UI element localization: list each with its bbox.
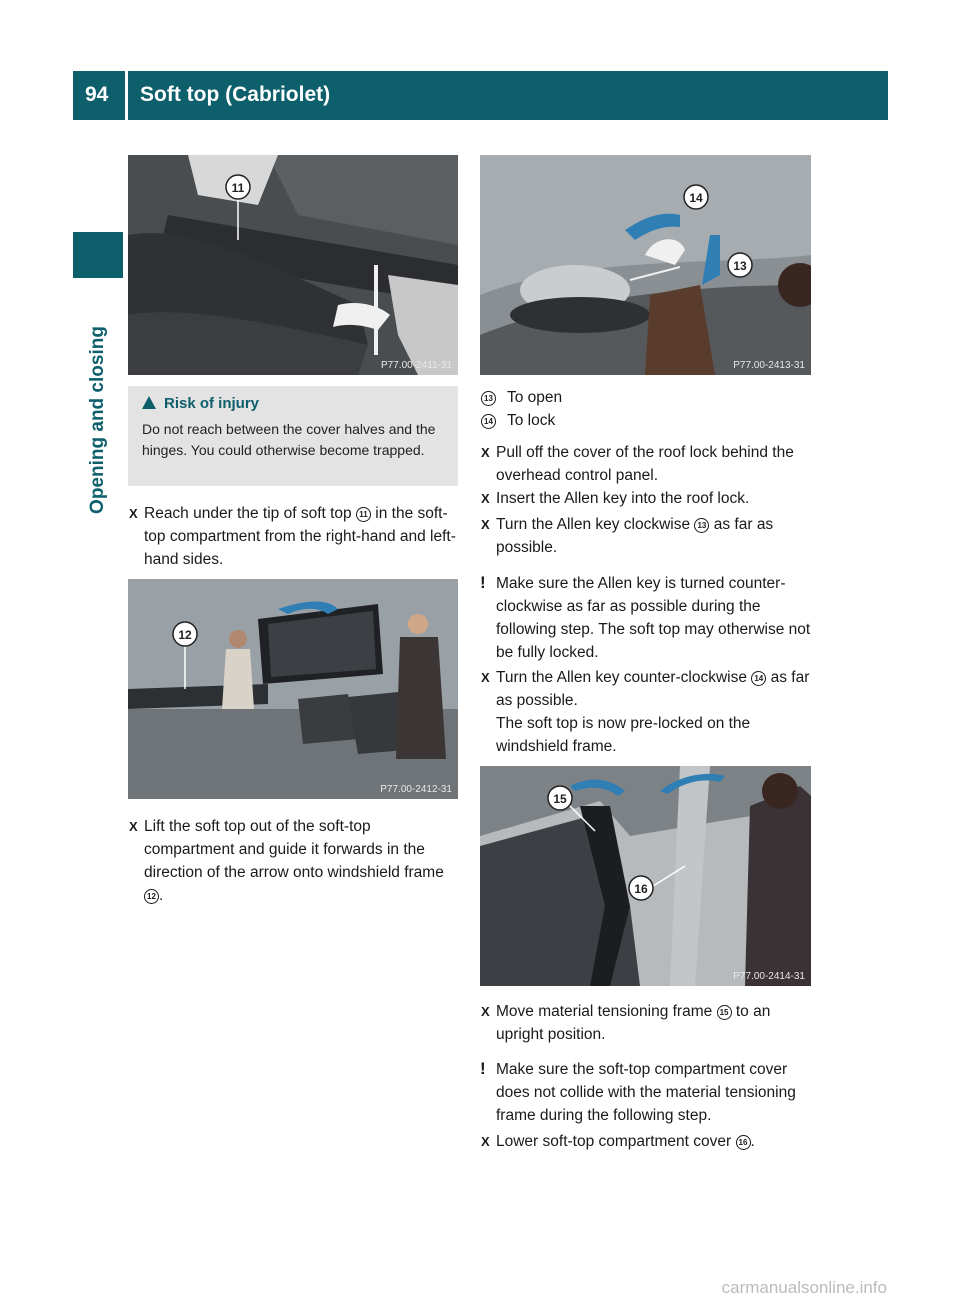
- exclamation-icon: !: [480, 573, 486, 592]
- chapter-tab-marker: [73, 232, 123, 278]
- step-text: Insert the Allen key into the roof lock.: [496, 490, 750, 507]
- figure-lift-soft-top: [128, 579, 458, 799]
- step-marker-icon: X: [481, 491, 490, 506]
- step-marker-icon: X: [481, 445, 490, 460]
- footer-watermark: carmanualsonline.info: [721, 1278, 887, 1297]
- step-marker-icon: X: [481, 670, 490, 685]
- figure-code: P77.00-2413-31: [733, 360, 805, 371]
- warning-box: [128, 386, 458, 486]
- ref-callout-12: 12: [144, 889, 159, 904]
- warning-triangle-icon: [142, 396, 156, 409]
- step-marker-icon: X: [481, 517, 490, 532]
- step-pull-off-cover: [481, 441, 814, 487]
- figure-code: P77.00-2412-31: [380, 784, 452, 795]
- page-number: 94: [85, 83, 109, 106]
- step-move-frame: [481, 1000, 814, 1046]
- exclamation-icon: !: [480, 1059, 486, 1078]
- step-text: Lower soft-top compartment cover: [496, 1133, 736, 1150]
- ref-callout-13: 13: [694, 518, 709, 533]
- step-turn-counter-clockwise: [481, 666, 814, 758]
- step-text: Lift the soft top out of the soft-top compartment and guide it forwards in the direction of the arrow onto windshield frame: [144, 818, 444, 881]
- step-lift-soft-top: [129, 815, 460, 907]
- illustration-1: [128, 155, 458, 375]
- step-turn-clockwise: [481, 513, 814, 559]
- section-title: Soft top (Cabriolet): [140, 83, 331, 106]
- figure-tensioning-frame: [480, 766, 811, 986]
- warning-title: [142, 395, 259, 412]
- callout-14: 14: [689, 191, 703, 205]
- callout-12: 12: [178, 628, 192, 642]
- legend-label: To lock: [507, 412, 556, 429]
- step-text: Move material tensioning frame: [496, 1003, 717, 1020]
- ref-callout-15: 15: [717, 1005, 732, 1020]
- figure-reach-under-soft-top: [128, 155, 458, 375]
- callout-16: 16: [634, 882, 648, 896]
- legend-item-lock: [481, 409, 562, 432]
- ref-callout-16: 16: [736, 1135, 751, 1150]
- step-insert-key: [481, 487, 814, 510]
- step-text-cont: in the soft-top compartment from the right-hand and left-hand sides.: [144, 505, 456, 568]
- ref-callout-11: 11: [356, 507, 371, 522]
- step-result-text: The soft top is now pre-locked on the windshield frame.: [496, 715, 751, 755]
- step-text-cont: .: [159, 887, 164, 904]
- page-header: [73, 71, 888, 120]
- step-marker-icon: X: [129, 506, 138, 521]
- illustration-3: [480, 155, 811, 375]
- step-marker-icon: X: [481, 1004, 490, 1019]
- step-text-cont: as far as possible.: [496, 516, 774, 556]
- step-text: Turn the Allen key clockwise: [496, 516, 695, 533]
- step-text-cont: .: [750, 1133, 755, 1150]
- callout-11: 11: [231, 181, 245, 195]
- legend-item-open: [481, 386, 562, 409]
- step-text-cont: as far as possible.: [496, 669, 810, 709]
- warning-title-text: Risk of injury: [164, 395, 260, 412]
- legend-label: To open: [507, 389, 563, 406]
- figure-code: P77.00-2411-31: [381, 360, 452, 371]
- ref-callout-14: 14: [751, 671, 766, 686]
- step-marker-icon: X: [129, 819, 138, 834]
- chapter-side-label: [73, 280, 123, 560]
- step-text: Turn the Allen key counter-clockwise: [496, 669, 752, 686]
- callout-15: 15: [553, 792, 567, 806]
- note-text: Make sure the Allen key is turned counter-clockwise as far as possible during the following step. The soft top may otherwise not be fully locked.: [496, 575, 811, 661]
- figure-code: P77.00-2414-31: [733, 971, 805, 982]
- legend-num: 14: [481, 414, 496, 429]
- step-reach-under: [129, 502, 460, 571]
- note-text: Make sure the soft-top compartment cover does not collide with the material tensioning frame during the following step.: [496, 1061, 796, 1124]
- legend-list: [481, 386, 562, 432]
- step-text-cont: to an upright position.: [496, 1003, 771, 1043]
- header-divider: [125, 71, 128, 120]
- warning-text: Do not reach between the cover halves and the hinges. You could otherwise become trapped.: [142, 421, 436, 458]
- note-counter-clockwise: [480, 572, 814, 664]
- illustration-4: [480, 766, 811, 986]
- illustration-2: [128, 579, 458, 799]
- callout-13: 13: [733, 259, 747, 273]
- figure-roof-lock: [480, 155, 811, 375]
- legend-num: 13: [481, 391, 496, 406]
- step-text: Pull off the cover of the roof lock behind the overhead control panel.: [496, 444, 794, 484]
- step-lower-cover: [481, 1130, 814, 1153]
- step-marker-icon: X: [481, 1134, 490, 1149]
- step-text: Reach under the tip of soft top: [144, 505, 356, 522]
- chapter-side-label-text: Opening and closing: [87, 326, 108, 514]
- note-compartment-cover: [480, 1058, 814, 1127]
